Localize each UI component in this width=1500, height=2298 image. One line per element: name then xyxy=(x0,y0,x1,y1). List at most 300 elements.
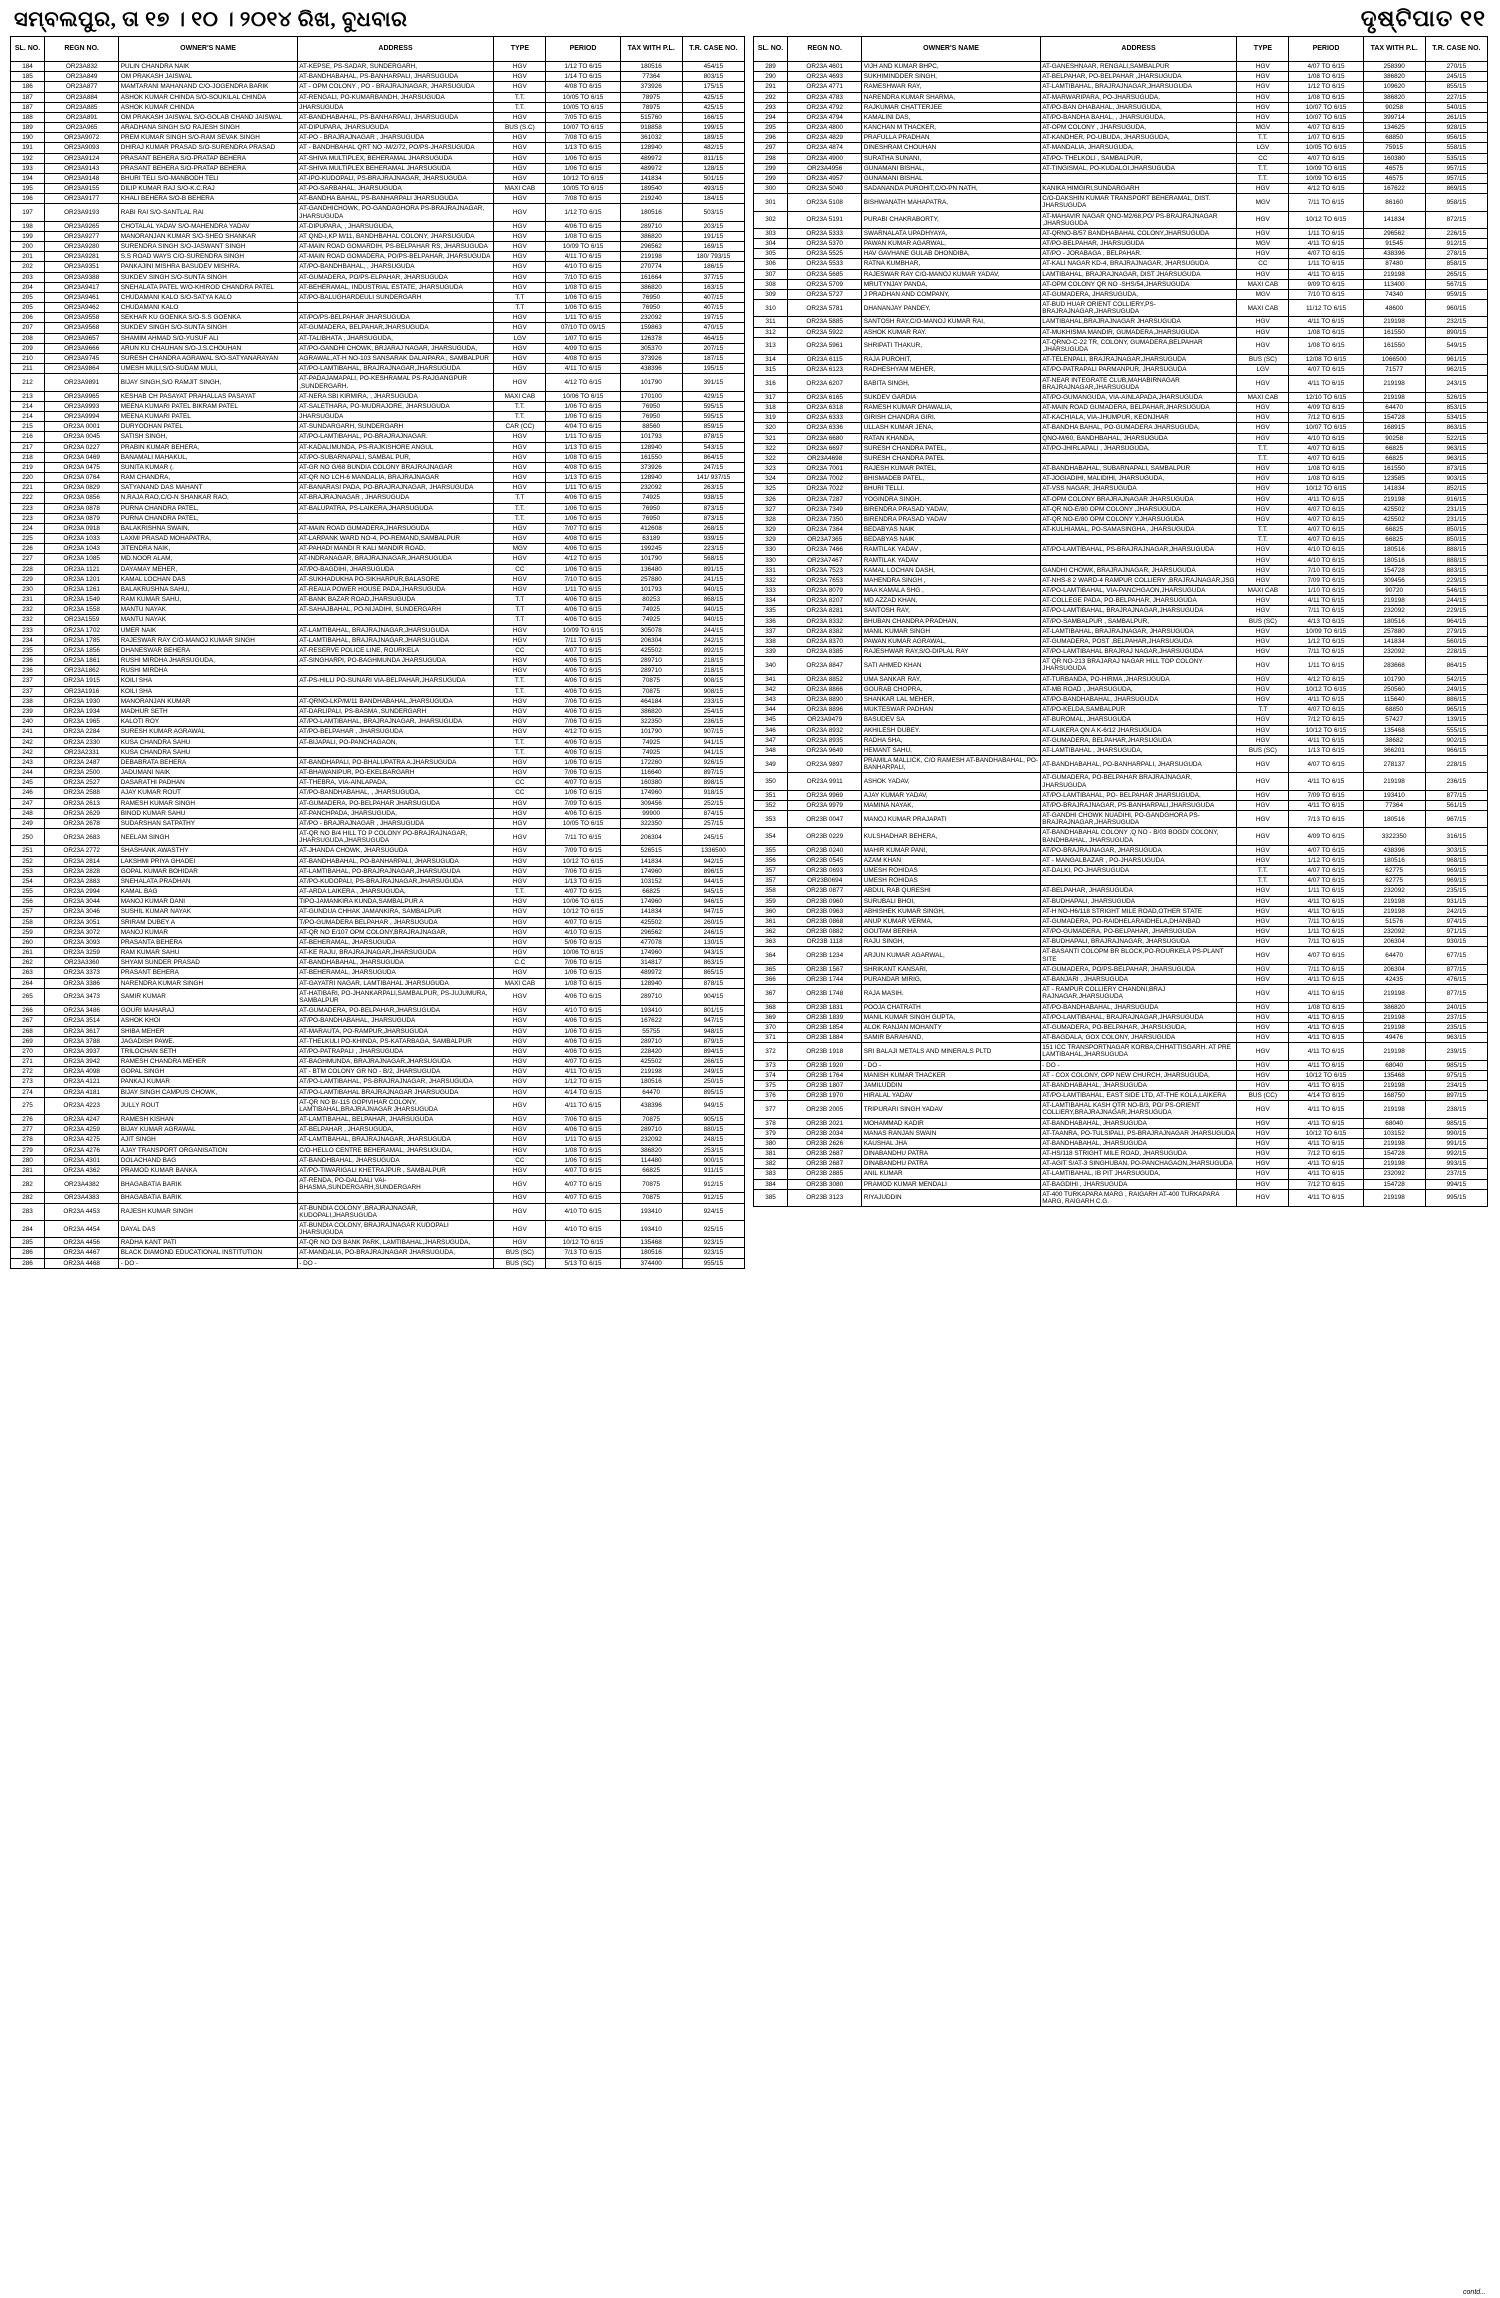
cell-trcase: 911/15 xyxy=(682,1165,744,1175)
cell-trcase: 260/15 xyxy=(682,917,744,927)
cell-trcase: 534/15 xyxy=(1425,413,1487,423)
cell-regn: OR23A9462 xyxy=(45,303,119,313)
table-row xyxy=(754,616,1488,626)
cell-owner: SNEHALATA PRADHAN xyxy=(119,876,297,886)
cell-address: AT-GAYATRI NAGAR, LAMTIBAHAL JHARSUGUDA xyxy=(297,978,494,988)
cell-trcase: 561/15 xyxy=(1425,800,1487,810)
cell-tax: 46575 xyxy=(1363,163,1425,173)
cell-sl: 234 xyxy=(11,635,45,645)
cell-type: MAXI CAB xyxy=(1237,300,1289,317)
cell-owner: DINABANDHU PATRA xyxy=(862,1159,1040,1169)
cell-type: CC xyxy=(494,564,546,574)
cell-regn: OR23A 0475 xyxy=(45,462,119,472)
cell-sl: 282 xyxy=(11,1193,45,1203)
table-row xyxy=(11,391,745,401)
cell-tax: 75915 xyxy=(1363,143,1425,153)
cell-tax: 278137 xyxy=(1363,756,1425,773)
cell-sl: 229 xyxy=(11,574,45,584)
cell-address: AT-TURBANDA, PO-HIRMA ,JHARSUGUDA xyxy=(1040,674,1237,684)
table-row xyxy=(754,1149,1488,1159)
cell-regn: OR23A 3386 xyxy=(45,978,119,988)
cell-trcase: 890/15 xyxy=(1425,327,1487,337)
cell-sl: 345 xyxy=(754,715,788,725)
cell-owner: BANAMALI MAHAKUL, xyxy=(119,452,297,462)
cell-tax: 101793 xyxy=(620,584,682,594)
cell-regn: OR23A 3617 xyxy=(45,1026,119,1036)
table-row xyxy=(754,317,1488,327)
cell-tax: 386820 xyxy=(620,282,682,292)
cell-owner: RUSHI MIRDHA xyxy=(119,666,297,676)
cell-owner: PAWAN KUMAR AGARWAL, xyxy=(862,239,1040,249)
cell-trcase: 886/15 xyxy=(1425,695,1487,705)
cell-tax: 101790 xyxy=(620,374,682,391)
cell-trcase: 245/15 xyxy=(682,829,744,846)
cell-type: HGV xyxy=(494,221,546,231)
cell-address: AT-OPM COLONY , JHARSUGUDA, xyxy=(1040,123,1237,133)
cell-regn: OR23B 1839 xyxy=(788,1012,862,1022)
cell-regn: OR23A 8896 xyxy=(788,705,862,715)
cell-regn: OR23A 2883 xyxy=(45,876,119,886)
cell-type: HGV xyxy=(494,927,546,937)
cell-trcase: 195/15 xyxy=(682,364,744,374)
cell-sl: 310 xyxy=(754,300,788,317)
cell-regn: OR23A9417 xyxy=(45,282,119,292)
cell-tax: 438396 xyxy=(620,1097,682,1114)
cell-period: 4/07 TO 6/15 xyxy=(546,1176,620,1193)
table-row xyxy=(11,737,745,747)
cell-sl: 264 xyxy=(11,978,45,988)
cell-trcase: 975/15 xyxy=(1425,1070,1487,1080)
cell-sl: 351 xyxy=(754,790,788,800)
cell-trcase: 197/15 xyxy=(682,313,744,323)
table-row xyxy=(754,228,1488,238)
cell-sl: 334 xyxy=(754,596,788,606)
cell-address: AT-BUD HUAR ORIENT COLLIERY,PS-BRAJRAJNAGAR,JHARSUGUDA xyxy=(1040,300,1237,317)
cell-owner: YOGINDRA SINGH. xyxy=(862,494,1040,504)
cell-address: AT/PO-KELDA,SAMBALPUR xyxy=(1040,705,1237,715)
cell-period: 4/11 TO 6/15 xyxy=(1289,375,1363,392)
cell-regn: OR23A 3093 xyxy=(45,937,119,947)
cell-period: 10/07 TO 6/15 xyxy=(546,123,620,133)
cell-period: 4/11 TO 6/15 xyxy=(1289,1080,1363,1090)
cell-regn: OR23B 0229 xyxy=(788,828,862,845)
cell-regn: OR23A 8852 xyxy=(788,674,862,684)
cell-owner: KAMAL LOCHAN DASH, xyxy=(862,565,1040,575)
table-row xyxy=(754,92,1488,102)
cell-trcase: 947/15 xyxy=(682,907,744,917)
cell-trcase: 425/15 xyxy=(682,92,744,102)
cell-period: 10/05 TO 6/15 xyxy=(546,92,620,102)
cell-address: AT/PO-BANDHABAHAL, , JHARSUGUDA, xyxy=(297,788,494,798)
cell-sl: 247 xyxy=(11,798,45,808)
cell-trcase: 540/15 xyxy=(1425,102,1487,112)
cell-regn: OR23A7467 xyxy=(788,555,862,565)
cell-period: 1/11 TO 6/15 xyxy=(546,483,620,493)
cell-sl: 249 xyxy=(11,818,45,828)
cell-owner: DINABANDHU PATRA xyxy=(862,1149,1040,1159)
cell-tax: 174960 xyxy=(620,897,682,907)
cell-sl: 315 xyxy=(754,365,788,375)
cell-type: HGV xyxy=(1237,1159,1289,1169)
cell-trcase: 943/15 xyxy=(682,948,744,958)
cell-address: AT-DARLIPALI, PS-BASMA ,SUNDERGARH xyxy=(297,707,494,717)
table-row xyxy=(754,365,1488,375)
cell-type: T.T. xyxy=(494,401,546,411)
cell-regn: OR23A 1085 xyxy=(45,554,119,564)
cell-regn: OR23A9280 xyxy=(45,242,119,252)
cell-address: AT-BANDHABAHAL, JHARSUGUDA xyxy=(1040,1118,1237,1128)
cell-trcase: 234/15 xyxy=(1425,1080,1487,1090)
cell-type: T.T. xyxy=(494,686,546,696)
cell-sl: 329 xyxy=(754,535,788,545)
cell-type: HGV xyxy=(494,846,546,856)
cell-sl: 205 xyxy=(11,292,45,302)
cell-owner: RATNA KUMBHAR, xyxy=(862,259,1040,269)
cell-sl: 359 xyxy=(754,896,788,906)
cell-owner: SURESH CHANDRA PATEL xyxy=(862,453,1040,463)
cell-period: 4/06 TO 6/15 xyxy=(546,221,620,231)
cell-owner: DEBABRATA BEHERA xyxy=(119,757,297,767)
table-row xyxy=(754,1080,1488,1090)
table-row xyxy=(754,464,1488,474)
cell-tax: 174960 xyxy=(620,788,682,798)
cell-sl: 360 xyxy=(754,906,788,916)
table-row xyxy=(754,504,1488,514)
cell-type: T.T. xyxy=(1237,866,1289,876)
cell-trcase: 949/15 xyxy=(682,1097,744,1114)
cell-address: AT-JOGIADIHI, MALIDIHI, JHARSUGUDA, xyxy=(1040,474,1237,484)
cell-owner: SATI AHMED KHAN xyxy=(862,657,1040,674)
cell-tax: 180516 xyxy=(620,1077,682,1087)
cell-address: AT-SUKHADUKHA PO-SIKHARPUR,BALASORE xyxy=(297,574,494,584)
cell-regn: OR23A9388 xyxy=(45,272,119,282)
cell-sl: 223 xyxy=(11,503,45,513)
cell-tax: 489972 xyxy=(620,153,682,163)
cell-trcase: 942/15 xyxy=(682,856,744,866)
cell-regn: OR23A 4693 xyxy=(788,72,862,82)
cell-period: 4/07 TO 6/15 xyxy=(1289,756,1363,773)
cell-trcase: 239/15 xyxy=(1425,1043,1487,1060)
cell-trcase: 407/15 xyxy=(682,292,744,302)
cell-owner: SURATHA SUNANI, xyxy=(862,153,1040,163)
cell-tax: 193410 xyxy=(620,1006,682,1016)
cell-tax: 219198 xyxy=(1363,1189,1425,1206)
cell-period: 7/08 TO 6/15 xyxy=(546,133,620,143)
cell-period: 1/06 TO 6/15 xyxy=(546,1155,620,1165)
cell-period: 4/07 TO 6/15 xyxy=(1289,514,1363,524)
cell-sl: 347 xyxy=(754,735,788,745)
cell-address: AT-GANDHI CHOWK NUADIHI, PO-GANDGHORA PS-BRAJRAJNAGAR,JHARSUGUDA xyxy=(1040,811,1237,828)
cell-owner: KANCHAN M THACKER, xyxy=(862,123,1040,133)
cell-type: HGV xyxy=(1237,413,1289,423)
cell-period: 10/12 TO 6/15 xyxy=(1289,684,1363,694)
cell-regn: OR23A 2814 xyxy=(45,856,119,866)
table-row xyxy=(11,102,745,112)
cell-tax: 78975 xyxy=(620,102,682,112)
table-row xyxy=(11,907,745,917)
cell-sl: 357 xyxy=(754,876,788,886)
cell-trcase: 233/15 xyxy=(682,696,744,706)
cell-regn: OR23B 0047 xyxy=(788,811,862,828)
cell-regn: OR23A 5922 xyxy=(788,327,862,337)
table-row xyxy=(11,554,745,564)
cell-period: 1/08 TO 6/15 xyxy=(1289,337,1363,354)
cell-address: AT-BEHERAMAL, JHARSUGUDA xyxy=(297,968,494,978)
cell-address: AT-MUKHISMA MANDIR, GUMADERA,JHARSUGUDA xyxy=(1040,327,1237,337)
cell-period: 4/07 TO 6/15 xyxy=(546,778,620,788)
cell-type: HGV xyxy=(1237,657,1289,674)
table-row xyxy=(754,1138,1488,1148)
table-row xyxy=(11,143,745,153)
cell-sl: 248 xyxy=(11,808,45,818)
cell-tax: 289710 xyxy=(620,1036,682,1046)
cell-address: AT-BEHERAMAL, JHARSUGUDA xyxy=(297,937,494,947)
cell-owner: GOPAL KUMAR BOHIDAR xyxy=(119,866,297,876)
cell-address: AT-LAMTIBAHAL, PO-BRAJRAJNAGAR,JHARSUGUDA xyxy=(297,866,494,876)
cell-trcase: 139/15 xyxy=(1425,715,1487,725)
cell-regn: OR23A 5333 xyxy=(788,228,862,238)
table-row xyxy=(754,337,1488,354)
cell-type: HGV xyxy=(494,262,546,272)
cell-tax: 63189 xyxy=(620,534,682,544)
cell-tax: 232092 xyxy=(620,483,682,493)
cell-regn: OR23A 5533 xyxy=(788,259,862,269)
table-row xyxy=(11,1203,745,1220)
cell-address: AT-PADAJAMAPALI, PO-KESHRAMAL PS-RAJGANGPUR ,SUNDERGARH. xyxy=(297,374,494,391)
cell-address: AT/PO-JHIRLAPALI , JHARSUGUDA, xyxy=(1040,443,1237,453)
cell-owner: RAJU SINGH, xyxy=(862,937,1040,947)
cell-type: HGV xyxy=(1237,484,1289,494)
cell-trcase: 850/15 xyxy=(1425,535,1487,545)
cell-type: HGV xyxy=(494,574,546,584)
cell-tax: 289710 xyxy=(620,656,682,666)
cell-address: AT-LAMTIBAHAL, BRAJRAJNAGAR, JHARSUGUDA xyxy=(1040,626,1237,636)
table-row xyxy=(11,1077,745,1087)
cell-regn: OR23A 8079 xyxy=(788,586,862,596)
table-row xyxy=(11,635,745,645)
cell-address: AT-DIPUPARA, , JHARSUGUDA, xyxy=(297,221,494,231)
cell-tax: 70875 xyxy=(620,1176,682,1193)
cell-address: AT-QR NO-E/80 OPM COLONY Y,JHARSUGUDA xyxy=(1040,514,1237,524)
cell-address: AT-TINGISMAL, PO-KUDALOI,JHARSUGUDA xyxy=(1040,163,1237,173)
cell-tax: 78975 xyxy=(620,92,682,102)
cell-address: AT-SALETHARA, PO-MUDRAJORE, JHARSUGUDA xyxy=(297,401,494,411)
cell-owner: NARENDRA KUMAR SHARMA, xyxy=(862,92,1040,102)
cell-tax: 180516 xyxy=(620,204,682,221)
cell-address: AT-BANDHABAHAL, PS-BANHARPALI, JHARSUGUDA xyxy=(297,112,494,122)
cell-trcase: 928/15 xyxy=(1425,123,1487,133)
cell-tax: 76950 xyxy=(620,503,682,513)
cell-regn: OR23B 2885 xyxy=(788,1169,862,1179)
cell-owner: OM PRAKASH JAISWAL xyxy=(119,72,297,82)
cell-owner: CHUDAMANI KALO xyxy=(119,303,297,313)
table-row xyxy=(754,525,1488,535)
cell-type: CC xyxy=(494,1155,546,1165)
table-row xyxy=(11,937,745,947)
table-row xyxy=(11,574,745,584)
cell-trcase: 900/15 xyxy=(682,1155,744,1165)
cell-sl: 213 xyxy=(11,391,45,401)
cell-sl: 307 xyxy=(754,269,788,279)
cell-type: HGV xyxy=(1237,896,1289,906)
cell-tax: 438396 xyxy=(620,364,682,374)
cell-address: AT QND-I,KP M/11, BANDHBAHAL COLONY, JHARSUGUDA xyxy=(297,231,494,241)
table-row xyxy=(11,92,745,102)
two-column-layout xyxy=(10,36,1490,1269)
cell-address: AT-MAIN ROAD GOMADERA, PO/PS-BELPAHAR, JHARSUGUDA xyxy=(297,252,494,262)
cell-period: 10/12 TO 6/15 xyxy=(546,173,620,183)
cell-tax: 193410 xyxy=(620,1220,682,1237)
cell-tax: 71577 xyxy=(1363,365,1425,375)
cell-trcase: 522/15 xyxy=(1425,433,1487,443)
cell-owner: MANAS RANJAN SWAIN xyxy=(862,1128,1040,1138)
cell-regn: OR23A9351 xyxy=(45,262,119,272)
cell-sl: 319 xyxy=(754,413,788,423)
cell-tax: 232092 xyxy=(1363,886,1425,896)
table-row xyxy=(11,866,745,876)
cell-address: AT-BUNDIA COLONY, BRAJRAJNAGAR KUDOPALI JHARSUGUDA xyxy=(297,1220,494,1237)
cell-trcase: 969/15 xyxy=(1425,866,1487,876)
cell-trcase: 992/15 xyxy=(1425,1149,1487,1159)
cell-owner: SHYAM SUNDER PRASAD xyxy=(119,958,297,968)
cell-tax: 161550 xyxy=(620,452,682,462)
cell-period: 1/12 TO 6/15 xyxy=(546,62,620,72)
cell-type: HGV xyxy=(1237,828,1289,845)
cell-tax: 90258 xyxy=(1363,433,1425,443)
cell-trcase: 229/15 xyxy=(1425,575,1487,585)
cell-tax: 425502 xyxy=(620,1057,682,1067)
cell-address: AT-LAMTIBAHAL , JHARSUGUDA, xyxy=(1040,745,1237,755)
cell-trcase: 855/15 xyxy=(1425,82,1487,92)
cell-owner: SANTOSH RAY, xyxy=(862,606,1040,616)
cell-address: AT-ARDA LAIKERA , JHARSUGUDA, xyxy=(297,887,494,897)
cell-regn: OR23B 0960 xyxy=(788,896,862,906)
cell-address xyxy=(1040,555,1237,565)
cell-owner: RAMESH CHANDRA MEHER xyxy=(119,1057,297,1067)
cell-owner: ARJUN KUMAR AGARWAL, xyxy=(862,947,1040,964)
cell-regn: OR23B 1884 xyxy=(788,1033,862,1043)
cell-sl: 254 xyxy=(11,876,45,886)
cell-regn: OR23A 2330 xyxy=(45,737,119,747)
table-row xyxy=(11,262,745,272)
cell-period: 1/13 TO 6/15 xyxy=(546,876,620,886)
cell-regn: OR23B 0545 xyxy=(788,855,862,865)
cell-address: AT/PO-BANDHABAHAL, JHARSUGUDA xyxy=(1040,1002,1237,1012)
cell-tax: 74925 xyxy=(620,493,682,503)
cell-sl: 225 xyxy=(11,534,45,544)
table-row xyxy=(11,442,745,452)
cell-period: 10/05 TO 6/15 xyxy=(546,818,620,828)
cell-period: 4/12 TO 6/15 xyxy=(1289,674,1363,684)
cell-tax: 167622 xyxy=(620,1016,682,1026)
cell-type: T.T. xyxy=(494,676,546,686)
cell-period: 4/10 TO 6/15 xyxy=(546,1203,620,1220)
cell-period: 1/08 TO 6/15 xyxy=(1289,72,1363,82)
cell-address: AT-QR NO B/-115 GOPIVIHAR COLONY, LAMTIBAHAL,BRAJRAJNAGAR JHARSUGUDA xyxy=(297,1097,494,1114)
cell-address: AT-KULHIAMAL, PO-SAMASINGHA , JHARSUGUDA xyxy=(1040,525,1237,535)
cell-owner: SUNITA KUMAR (. xyxy=(119,462,297,472)
table-row xyxy=(11,747,745,757)
cell-period: 4/07 TO 6/15 xyxy=(546,917,620,927)
cell-owner: SURESH CHANDRA AGRAWAL S/O-SATYANARAYAN xyxy=(119,353,297,363)
cell-regn: OR23A 7364 xyxy=(788,525,862,535)
cell-regn: OR23A 5885 xyxy=(788,317,862,327)
cell-owner: PRASANTA BEHERA xyxy=(119,937,297,947)
cell-sl: 221 xyxy=(11,483,45,493)
table-row xyxy=(754,745,1488,755)
cell-owner: ASHOK KUMAR RAY. xyxy=(862,327,1040,337)
table-row xyxy=(754,725,1488,735)
table-row xyxy=(754,811,1488,828)
cell-type: T.T. xyxy=(494,747,546,757)
cell-owner: SUSHIL KUMAR NAYAK xyxy=(119,907,297,917)
cell-sl: 256 xyxy=(11,897,45,907)
cell-type: HGV xyxy=(494,143,546,153)
cell-owner: PURNA CHANDRA PATEL, xyxy=(119,513,297,523)
cell-regn: OR23A9864 xyxy=(45,364,119,374)
cell-type: HGV xyxy=(494,112,546,122)
cell-owner: POOJA CHATRATH xyxy=(862,1002,1040,1012)
cell-type: CC xyxy=(494,778,546,788)
cell-type: MAXI CAB xyxy=(494,978,546,988)
cell-regn: OR23A 5727 xyxy=(788,289,862,299)
cell-address: AT-TALIBHATA , JHARSUGUDA, xyxy=(297,333,494,343)
cell-sl: 241 xyxy=(11,727,45,737)
cell-period: 4/06 TO 6/15 xyxy=(546,808,620,818)
cell-trcase: 265/15 xyxy=(1425,269,1487,279)
cell-regn: OR23B 1831 xyxy=(788,1002,862,1012)
cell-trcase: 868/15 xyxy=(682,595,744,605)
cell-period: 1/06 TO 6/15 xyxy=(546,401,620,411)
cell-type: HGV xyxy=(494,1125,546,1135)
table-row xyxy=(11,717,745,727)
cell-sl: 199 xyxy=(11,231,45,241)
table-row xyxy=(11,513,745,523)
cell-trcase: 232/15 xyxy=(1425,317,1487,327)
cell-trcase: 940/15 xyxy=(682,605,744,615)
cell-address: AT-BHAWANIPUR, PO-EKELBARGARH xyxy=(297,768,494,778)
cell-type: T.T. xyxy=(494,503,546,513)
cell-trcase: 227/15 xyxy=(1425,92,1487,102)
cell-period: 1/12 TO 6/15 xyxy=(1289,82,1363,92)
cell-address xyxy=(1040,876,1237,886)
cell-trcase: 985/15 xyxy=(1425,1060,1487,1070)
cell-address: AT-MAIN ROAD GUMADERA, BELPAHAR,JHARSUGUDA xyxy=(1040,403,1237,413)
cell-tax: 174960 xyxy=(620,948,682,958)
cell-address: C/O-DAKSHIN KUMAR TRANSPORT BEHERAMAL, DIST. JHARSUGUDA xyxy=(1040,194,1237,211)
cell-type: HGV xyxy=(1237,504,1289,514)
cell-trcase: 191/15 xyxy=(682,231,744,241)
cell-owner: BHAGABATIA BARIK xyxy=(119,1176,297,1193)
cell-owner: RAJA MASIH. xyxy=(862,985,1040,1002)
cell-owner: SATISH SINGH, xyxy=(119,432,297,442)
cell-regn: OR23B 1920 xyxy=(788,1060,862,1070)
cell-period: 10/12 TO 6/15 xyxy=(1289,725,1363,735)
table-row xyxy=(754,906,1488,916)
cell-regn: OR23A 8890 xyxy=(788,695,862,705)
cell-type: HGV xyxy=(494,1145,546,1155)
table-row xyxy=(754,916,1488,926)
cell-trcase: 141/ 937/15 xyxy=(682,473,744,483)
cell-period: 5/06 TO 6/15 xyxy=(546,937,620,947)
cell-owner: UMER NAIK xyxy=(119,625,297,635)
cell-tax: 489972 xyxy=(620,163,682,173)
cell-owner: DURYODHAN PATEL xyxy=(119,422,297,432)
cell-type: HGV xyxy=(494,968,546,978)
cell-regn: OR23A 3051 xyxy=(45,917,119,927)
cell-type: HGV xyxy=(494,364,546,374)
table-row xyxy=(754,705,1488,715)
